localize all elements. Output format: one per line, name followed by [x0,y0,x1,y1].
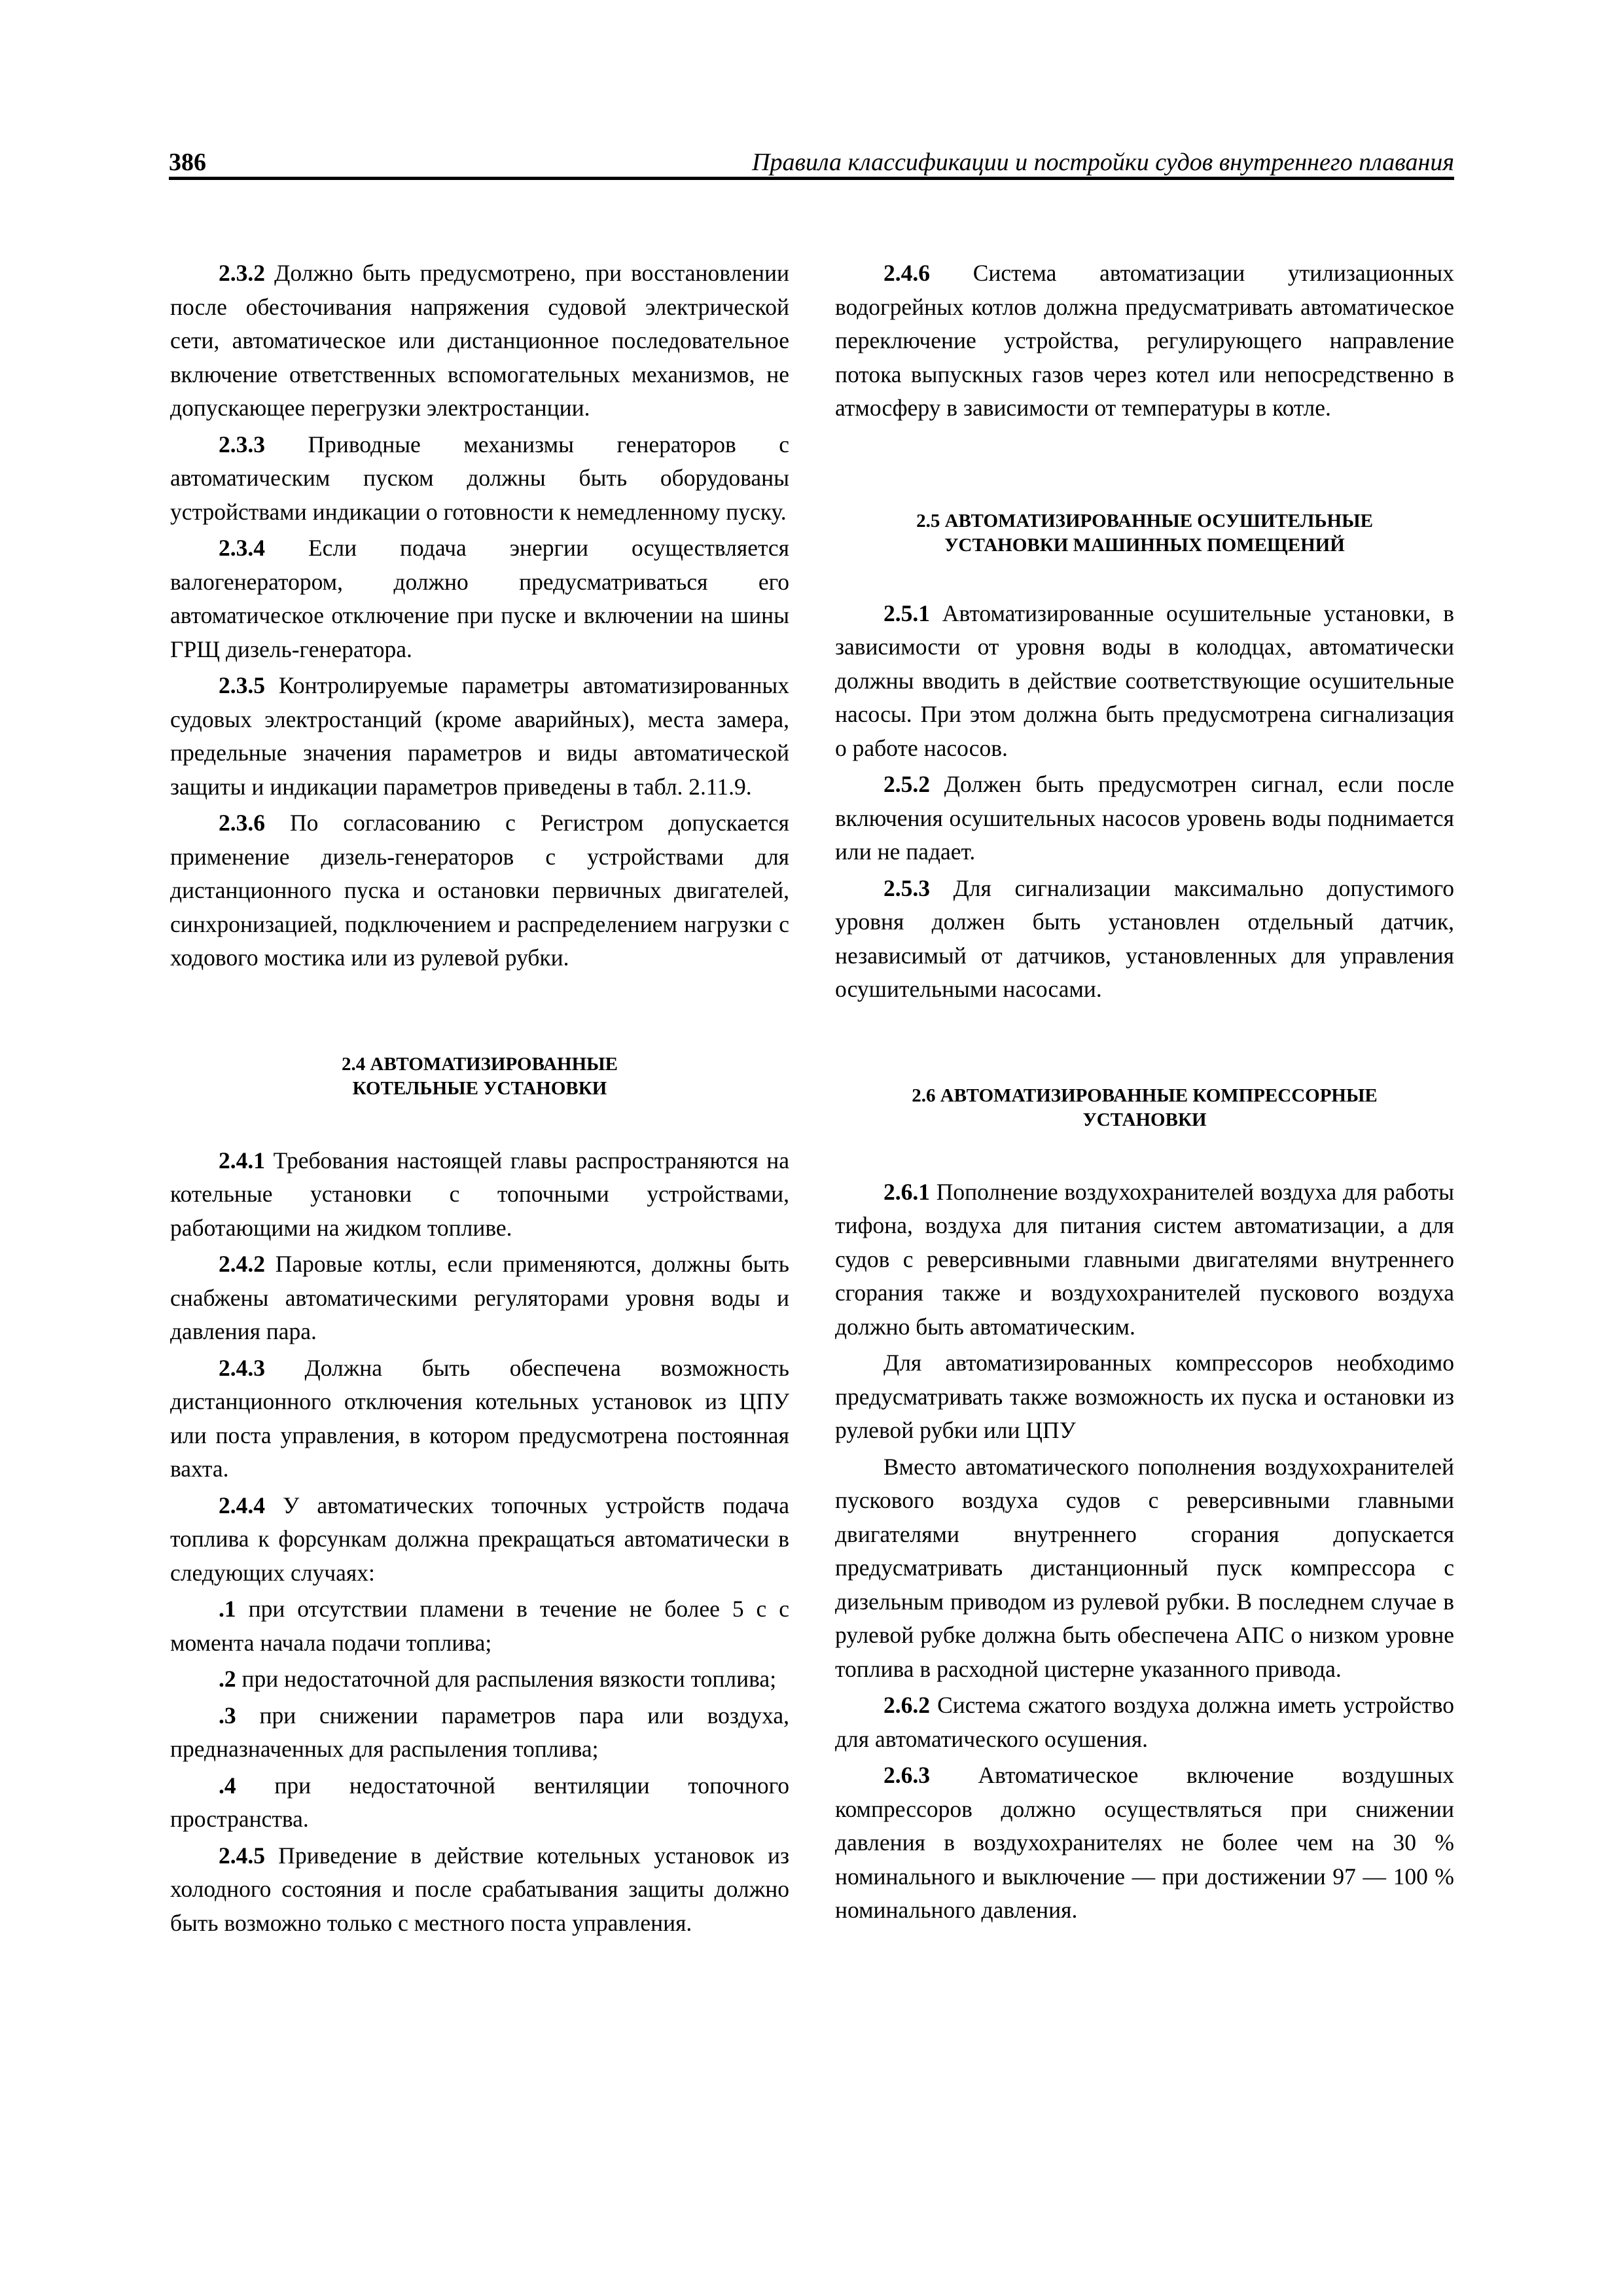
section-heading-line: 2.6 АВТОМАТИЗИРОВАННЫЕ КОМПРЕССОРНЫЕ [912,1085,1378,1106]
paragraph-2-3-6: 2.3.6 По согласованию с Регистром допускается применение дизель-генераторов с устройствами для дистанционного пуска и остановки первичных двигателей, синхронизацией, подключением и распределением нагрузки с ходового мостика или из рулевой рубки. [170,810,789,971]
section-heading-line: УСТАНОВКИ [1082,1109,1207,1130]
paragraph-2-4-1: 2.4.1 Требования настоящей главы распространяются на котельные установки с топочными устройствами, работающими на жидком топливе. [170,1147,789,1241]
header-rule [169,177,1454,180]
section-heading-2-5 [835,509,1454,558]
page-number: 386 [169,149,206,176]
paragraph-2-4-5: 2.4.5 Приведение в действие котельных установок из холодного состояния и после срабатывания защиты должно быть возможно только с местного поста управления. [170,1842,789,1936]
paragraph-2-4-4: 2.4.4 У автоматических топочных устройств подача топлива к форсункам должна прекращаться автоматически в следующих случаях: [170,1492,789,1586]
paragraph-2-4-2: 2.4.2 Паровые котлы, если применяются, должны быть снабжены автоматическими регуляторами уровня воды и давления пара. [170,1251,789,1344]
section-heading-2-4 [170,1052,789,1101]
section-heading-line: 2.4 АВТОМАТИЗИРОВАННЫЕ [342,1053,618,1075]
paragraph-2-6-1-alternative: Вместо автоматического пополнения воздухохранителей пускового воздуха судов с реверсивными главными двигателями внутреннего сгорания допускается предусматривать дистанционный пуск компрессора с дизельным приводом из рулевой рубки. В последнем случае в рулевой рубке должна быть обеспечена АПС о низком уровне топлива в расходной цистерне указанного привода. [835,1453,1454,1682]
paragraph-2-3-3: 2.3.3 Приводные механизмы генераторов с автоматическим пуском должны быть оборудованы устройствами индикации о готовности к немедленному пуску. [170,431,789,525]
list-item-3: .3 при снижении параметров пара или воздуха, предназначенных для распыления топлива; [170,1702,789,1762]
section-heading-2-6 [835,1084,1454,1132]
section-heading-line: КОТЕЛЬНЫЕ УСТАНОВКИ [352,1077,607,1099]
paragraph-2-6-1-compressors: Для автоматизированных компрессоров необходимо предусматривать также возможность их пуска и остановки из рулевой рубки или ЦПУ [835,1350,1454,1443]
paragraph-2-5-3: 2.5.3 Для сигнализации максимально допустимого уровня должен быть установлен отдельный датчик, независимый от датчиков, установленных для управления осушительными насосами. [835,874,1454,1002]
paragraph-2-6-1: 2.6.1 Пополнение воздухохранителей воздуха для работы тифона, воздуха для питания систем автоматизации, а для судов с реверсивными главными двигателями внутреннего сгорания также и воздухохранителей пускового воздуха должно быть автоматическим. [835,1178,1454,1340]
paragraph-2-5-1: 2.5.1 Автоматизированные осушительные установки, в зависимости от уровня воды в колодцах, автоматически должны вводить в действие соответствующие осушительные насосы. При этом должна быть предусмотрена сигнализация о работе насосов. [835,600,1454,761]
list-item-4: .4 при недостаточной вентиляции топочного пространства. [170,1772,789,1832]
paragraph-2-3-5: 2.3.5 Контролируемые параметры автоматизированных судовых электростанций (кроме аварийных), места замера, предельные значения параметров и виды автоматической защиты и индикации параметров приведены в табл. 2.11.9. [170,672,789,800]
paragraph-2-4-6: 2.4.6 Система автоматизации утилизационных водогрейных котлов должна предусматривать автоматическое переключение устройства, регулирующего направление потока выпускных газов через котел или непосредственно в атмосферу в зависимости от температуры в котле. [835,260,1454,421]
paragraph-2-6-2: 2.6.2 Система сжатого воздуха должна иметь устройство для автоматического осушения. [835,1692,1454,1752]
paragraph-2-4-3: 2.4.3 Должна быть обеспечена возможность дистанционного отключения котельных установок из ЦПУ или поста управления, в котором предусмотрена постоянная вахта. [170,1354,789,1482]
paragraph-2-3-2: 2.3.2 Должно быть предусмотрено, при восстановлении после обесточивания напряжения судовой электрической сети, автоматическое или дистанционное последовательное включение ответственных вспомогательных механизмов, не допускающее перегрузки электростанции. [170,260,789,421]
paragraph-2-5-2: 2.5.2 Должен быть предусмотрен сигнал, если после включения осушительных насосов уровень воды поднимается или не падает. [835,771,1454,865]
paragraph-2-6-3: 2.6.3 Автоматическое включение воздушных компрессоров должно осуществляться при снижении давления в воздухохранителях не более чем на 30 % номинального и выключение — при достижении 97 — 100 % номинального давления. [835,1762,1454,1923]
section-heading-line: 2.5 АВТОМАТИЗИРОВАННЫЕ ОСУШИТЕЛЬНЫЕ [916,510,1373,531]
paragraph-2-3-4: 2.3.4 Если подача энергии осуществляется валогенератором, должно предусматриваться его автоматическое отключение при пуске и включении на шины ГРЩ дизель-генератора. [170,535,789,662]
list-item-1: .1 при отсутствии пламени в течение не более 5 с с момента начала подачи топлива; [170,1596,789,1656]
right-column [835,257,1454,1930]
list-item-2: .2 при недостаточной для распыления вязкости топлива; [219,1666,777,1692]
section-heading-line: УСТАНОВКИ МАШИННЫХ ПОМЕЩЕНИЙ [944,534,1345,556]
page-header [169,148,1454,181]
left-column [170,257,789,1943]
running-title: Правила классификации и постройки судов внутреннего плавания [752,149,1454,176]
